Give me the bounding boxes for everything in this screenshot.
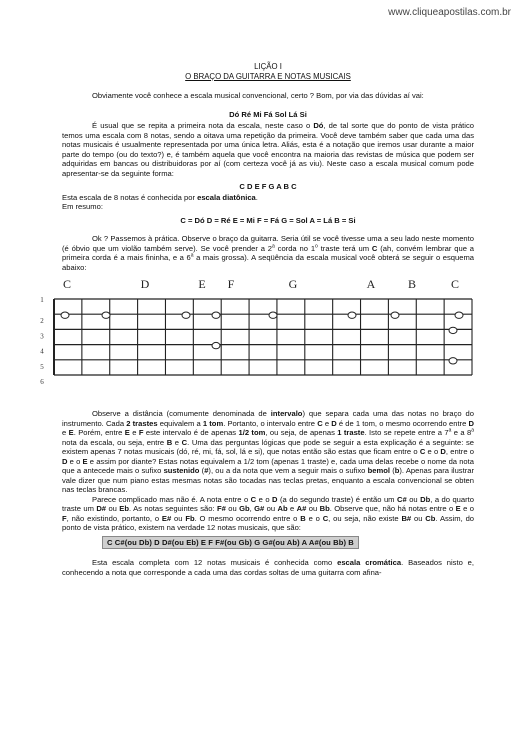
note-dot xyxy=(449,327,457,333)
paragraph-chromatic: Esta escala completa com 12 notas musicais é conhecida como escala cromática. Baseados nisto e, conhecendo a nota que corresponde a cada uma das cordas soltas de uma guitarra com afina- xyxy=(62,558,475,577)
note-dot xyxy=(212,312,220,318)
string-number: 4 xyxy=(40,347,44,356)
note-label: B xyxy=(407,277,417,291)
string-number: 5 xyxy=(40,362,44,371)
lesson-title: O BRAÇO DA GUITARRA E NOTAS MUSICAIS xyxy=(185,72,351,81)
note-dot xyxy=(182,312,190,318)
chromatic-scale-box-wrap xyxy=(102,536,474,550)
note-label: A xyxy=(366,277,376,291)
note-dot xyxy=(391,312,399,318)
string-number: 6 xyxy=(40,378,44,386)
fretboard-diagram xyxy=(34,275,484,387)
note-label: C xyxy=(450,277,460,291)
paragraph-accidentals: Parece complicado mas não é. A nota entre o C e o D (a do segundo traste) é então um C# ou Db, a do quarto traste um D# ou Eb. As notas seguintes são: F# ou Gb, G# ou Ab e A# ou Bb. Observe que, não há notas entre o E e o F, não existindo, portanto, o E# ou Fb. O mesmo ocorrendo entre o B e o C, ou seja, não existe B# ou Cb. Assim, do ponto de vista prático, existem na verdade 12 notas musicais, que são: xyxy=(62,494,475,532)
lesson-heading xyxy=(62,62,474,82)
note-dot xyxy=(269,312,277,318)
chromatic-scale-box: C C#(ou Db) D D#(ou Eb) E F F#(ou Gb) G G#(ou Ab) A A#(ou Bb) B xyxy=(102,536,359,550)
note-dot xyxy=(455,312,463,318)
paragraph-notation: É usual que se repita a primeira nota da escala, neste caso o Dó, de tal sorte que do ponto de vista prático temos uma escala com 8 notas, sendo a oitava uma repetição da primeira. Você deve também saber que cada uma das notas musicais é usualmente representada por uma única letra. Aliás, esta é a notação que iremos usar durante a maior parte do tempo (ou do texto?) e, é também aquela que você encontra na maioria das revistas de música que podem ser adquiridas em bancas ou distribuidoras por aí (com certeza você já as viu). Neste caso a escala musical comum pode apresentar-se da seguinte forma: xyxy=(62,121,474,178)
paragraph-diatonic: Esta escala de 8 notas é conhecida por escala diatônica. xyxy=(62,192,258,202)
string-number: 2 xyxy=(40,317,44,326)
site-url: www.cliqueapostilas.com.br xyxy=(388,7,511,18)
scale-solfege: Dó Ré Mi Fá Sol Lá Si xyxy=(229,109,307,119)
lesson-number: LIÇÃO I xyxy=(254,62,282,71)
document-page xyxy=(40,62,475,577)
note-dot xyxy=(348,312,356,318)
note-equivalence-summary: C = Dó D = Ré E = Mi F = Fá G = Sol A = Lá B = Si xyxy=(180,215,356,225)
note-dot xyxy=(449,358,457,364)
note-label: E xyxy=(198,277,206,291)
note-label: D xyxy=(140,277,150,291)
paragraph-intervals: Observe a distância (comumente denominada de intervalo) que separa cada uma das notas no braço do instrumento. Cada 2 trastes equivalem a 1 tom. Portanto, o intervalo entre C e D é de 1 tom, o mesmo ocorrendo entre D e E. Porém, entre E e F este intervalo é de apenas 1/2 tom, ou seja, de apenas 1 traste. Isto se repete entre a 7$^a$ e a 8$^a$ nota da escala, ou seja, entre B e C. Uma das perguntas lógicas que pode se seguir a esta explicação é a seguinte: se existem apenas 7 notas musicais (dó, ré, mi, fá, sol, lá e si), que notas então são estas que ficam entre o C e o D, entre o D e o E e assim por diante? Estas notas equivalem a 1/2 tom (apenas 1 traste) e, cada uma delas recebe o nome da nota que a antecede mais o sufixo sustenido (#), ou a da nota que vem a seguir mais o sufixo bemol (b). Apenas para ilustrar vale dizer que num piano estas mesmas notas são tocadas nas teclas pretas, enquanto a escala convencional se obten nas teclas brancas. xyxy=(62,409,474,494)
note-dot xyxy=(102,312,110,318)
string-number: 1 xyxy=(40,296,44,304)
note-label: F xyxy=(227,277,235,291)
scale-letters: C D E F G A B C xyxy=(239,182,297,191)
note-dot xyxy=(61,312,69,318)
note-label: C xyxy=(62,277,72,291)
note-dot xyxy=(212,342,220,348)
paragraph-summary-label: Em resumo: xyxy=(62,202,103,211)
fretboard-svg xyxy=(34,275,484,387)
intro-paragraph: Obviamente você conhece a escala musical convencional, certo ? Bom, por via das dúvidas aí vai: xyxy=(92,91,424,100)
paragraph-practice: Ok ? Passemos à prática. Observe o braço da guitarra. Seria útil se você tivesse uma a seu lado neste momento (é óbvio que um violão também serve). Se você prender a 2$^a$ corda no 1$^o$ traste terá um C (ah, convém lembrar que a primeira corda é a mais fininha, e a 6$^a$ a mais grossa). A seqüência da escala musical você obterá se seguir o esquema abaixo: xyxy=(62,234,475,272)
string-number: 3 xyxy=(40,332,44,341)
note-label: G xyxy=(288,277,298,291)
